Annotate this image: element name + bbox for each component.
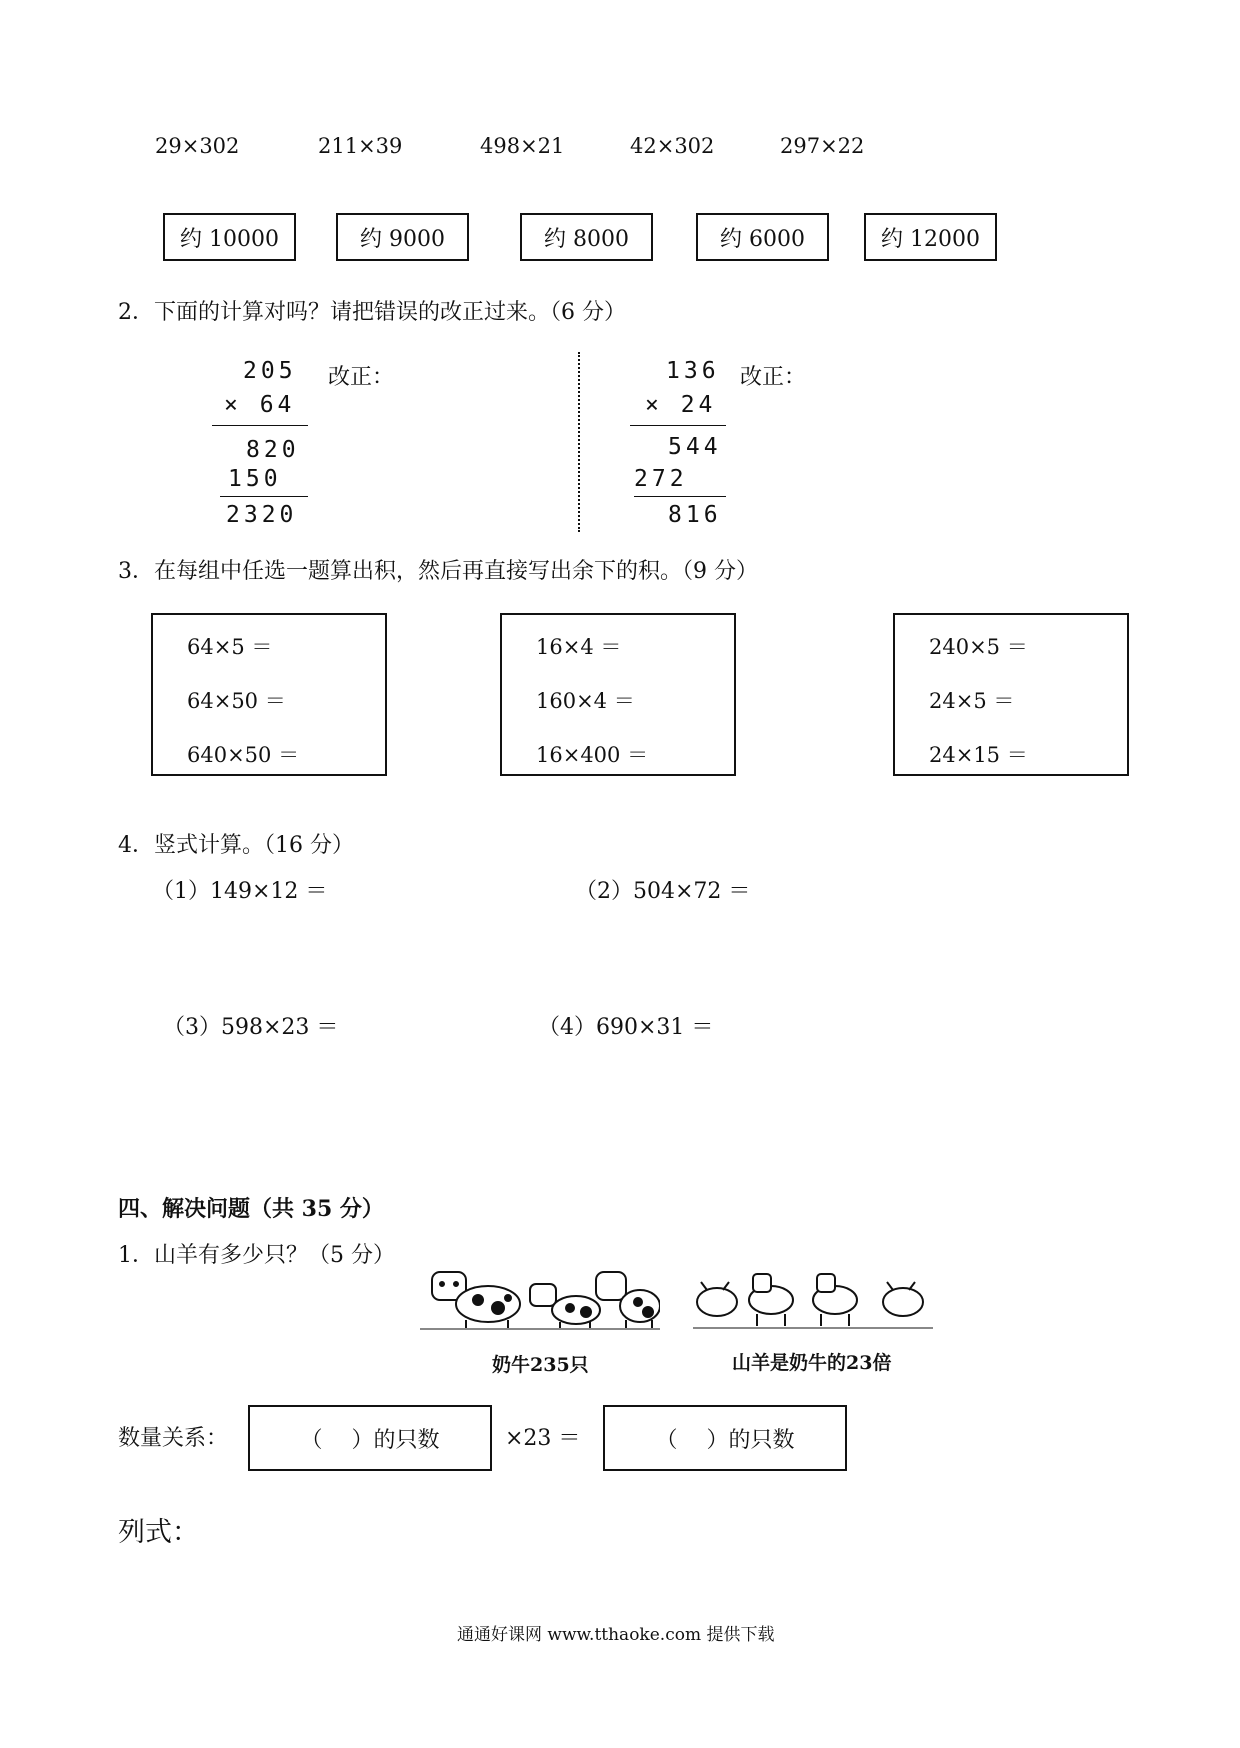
calc2-top: 136 [666,358,720,384]
goats-illustration [693,1262,933,1332]
group-box-3 [893,613,1129,776]
group1-item-1: 64×5 ＝ [187,635,273,659]
relation-label: 数量关系： [118,1426,229,1451]
calc2-partial-1: 544 [668,434,722,460]
group2-item-2: 160×4 ＝ [536,689,635,713]
calc2-multiplier: × 24 [645,392,717,418]
dotted-divider [578,352,580,532]
group3-item-1: 240×5 ＝ [929,635,1028,659]
cows-illustration [420,1262,660,1332]
section3-heading: 3．在每组中任选一题算出积，然后再直接写出余下的积。（9 分） [118,559,758,584]
vertical-item-2: （2）504×72 ＝ [575,879,751,904]
expression-1: 29×302 [155,134,240,158]
estimate-box-4[interactable]: 约 6000 [696,213,829,261]
estimate-box-5[interactable]: 约 12000 [864,213,997,261]
calc1-top: 205 [243,358,297,384]
group1-item-3: 640×50 ＝ [187,743,300,767]
expression-3: 498×21 [480,134,565,158]
group-box-1 [151,613,387,776]
caption-cows: 奶牛235只 [492,1354,589,1376]
group2-item-1: 16×4 ＝ [536,635,622,659]
group3-item-2: 24×5 ＝ [929,689,1015,713]
expression-4: 42×302 [630,134,715,158]
relation-times: ×23 ＝ [505,1426,581,1451]
group-box-2 [500,613,736,776]
calc1-multiplier: × 64 [224,392,296,418]
footer-text: 通通好课网 www.tthaoke.com 提供下载 [457,1625,775,1645]
calc1-partial-1: 820 [246,437,300,463]
calc2-correct-label: 改正： [740,365,807,390]
vertical-item-1: （1）149×12 ＝ [152,879,328,904]
section2-heading: 2．下面的计算对吗？请把错误的改正过来。（6 分） [118,300,626,325]
relation-box-1[interactable]: （ ）的只数 [248,1405,492,1471]
calc1-correct-label: 改正： [328,365,395,390]
calc2-line-2 [634,496,726,497]
calc1-partial-2: 150 [228,466,282,492]
question-1: 1．山羊有多少只？（5 分） [118,1243,395,1268]
relation-box-2[interactable]: （ ）的只数 [603,1405,847,1471]
vertical-item-4: （4）690×31 ＝ [538,1015,714,1040]
estimate-box-2[interactable]: 约 9000 [336,213,469,261]
expression-2: 211×39 [318,134,403,158]
calc2-result: 816 [668,502,722,528]
vertical-item-3: （3）598×23 ＝ [163,1015,339,1040]
group2-item-3: 16×400 ＝ [536,743,649,767]
expression-5: 297×22 [780,134,865,158]
estimate-box-1[interactable]: 约 10000 [163,213,296,261]
calc1-line-2 [220,496,308,497]
part4-heading: 四、解决问题（共 35 分） [118,1196,384,1222]
calc2-partial-2: 272 [634,466,688,492]
group3-item-3: 24×15 ＝ [929,743,1028,767]
estimate-box-3[interactable]: 约 8000 [520,213,653,261]
caption-goats: 山羊是奶牛的23倍 [732,1352,892,1374]
formula-label: 列式： [118,1517,199,1548]
calc1-line-1 [212,425,308,426]
calc2-line-1 [630,425,726,426]
group1-item-2: 64×50 ＝ [187,689,286,713]
calc1-result: 2320 [226,502,298,528]
section4-heading: 4．竖式计算。（16 分） [118,833,354,858]
